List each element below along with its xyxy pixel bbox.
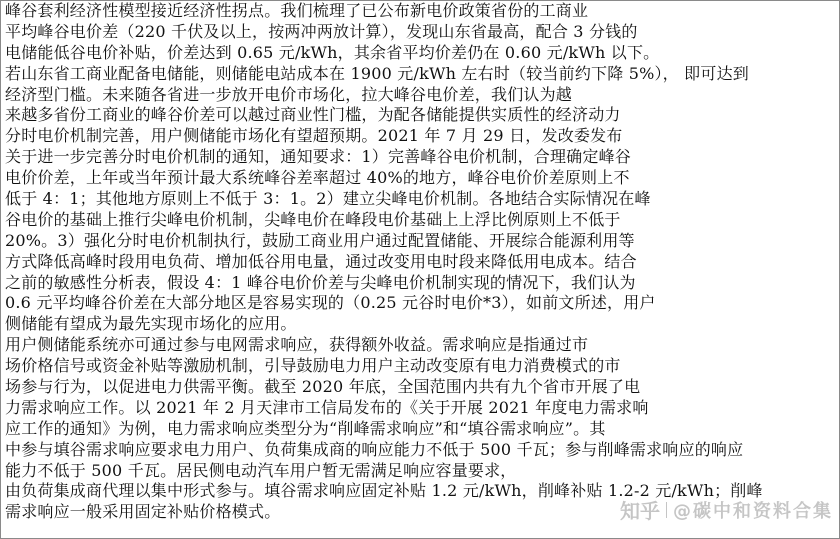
text-line: 峰谷套利经济性模型接近经济性拐点。我们梳理了已公布新电价政策省份的工商业 — [5, 1, 589, 20]
text-line: 分时电价机制完善，用户侧储能市场化有望超预期。2021 年 7 月 29 日，发改委发布 — [5, 126, 623, 146]
text-line: 电价价差，上年或当年预计最大系统峰谷差率超过 40%的地方，峰谷电价价差原则上不 — [5, 168, 630, 188]
text-line: 应工作的通知》为例，电力需求响应类型分为“削峰需求响应”和“填谷需求响应”。其 — [5, 418, 606, 438]
text-line: 方式降低高峰时段用电负荷、增加低谷用电量，通过改变用电时段来降低用电成本。结合 — [5, 251, 637, 271]
watermark-author: @碳中和资料合集 — [673, 500, 833, 522]
text-line: 之前的敏感性分析表，假设 4：1 峰谷电价价差与尖峰电价机制实现的情况下，我们认为 — [5, 272, 636, 292]
text-line: 经济型门槛。未来随各省进一步放开电价市场化，拉大峰谷电价差，我们认为越 — [5, 84, 573, 104]
text-line: 谷电价的基础上推行尖峰电价机制，尖峰电价在峰段电价基础上上浮比例原则上不低于 — [5, 209, 621, 229]
text-line: 力需求响应工作。以 2021 年 2 月天津市工信局发布的《关于开展 2021 年度电力需求响 — [5, 397, 649, 417]
text-line: 20%。3）强化分时电价机制执行，鼓励工商业用户通过配置储能、开展综合能源利用等 — [5, 230, 635, 250]
text-line: 能力不低于 500 千瓦。居民侧电动汽车用户暂无需满足响应容量要求， — [5, 460, 517, 480]
text-line: 场价格信号或资金补贴等激励机制，引导鼓励电力用户主动改变原有电力消费模式的市 — [5, 356, 621, 376]
text-line: 由负荷集成商代理以集中形式参与。填谷需求响应固定补贴 1.2 元/kWh，削峰补贴 1.2-2 元/kWh；削峰 — [5, 481, 763, 501]
text-line: 来越多省份工商业的峰谷价差可以越过商业性门槛，为配各储能提供实质性的经济动力 — [5, 105, 621, 125]
text-line: 用户侧储能系统亦可通过参与电网需求响应，获得额外收益。需求响应是指通过市 — [5, 335, 589, 355]
text-line: 关于进一步完善分时电价机制的通知，通知要求：1）完善峰谷电价机制，合理确定峰谷 — [5, 147, 631, 167]
document-text — [5, 1, 837, 523]
text-line: 场参与行为，以促进电力供需平衡。截至 2020 年底，全国范围内共有九个省市开展了电 — [5, 377, 641, 397]
text-line: 低于 4：1；其他地方原则上不低于 3：1。2）建立尖峰电价机制。各地结合实际情况在峰 — [5, 189, 651, 209]
text-line: 中参与填谷需求响应要求电力用户、负荷集成商的响应能力不低于 500 千瓦；参与削峰需求响应的响应 — [5, 439, 744, 459]
text-line: 需求响应一般采用固定补贴价格模式。 — [5, 502, 281, 522]
text-line: 0.6 元平均峰谷价差在大部分地区是容易实现的（0.25 元谷时电价*3），如前文所述，用户 — [5, 293, 656, 313]
text-line: 平均峰谷电价差（220 千伏及以上，按两冲两放计算），发现山东省最高，配合 3 分钱的 — [5, 21, 638, 41]
zhihu-logo: 知乎 — [620, 499, 660, 523]
text-line: 电储能低谷电价补贴，价差达到 0.65 元/kWh，其余省平均价差仍在 0.60 元/kWh 以下。 — [5, 42, 660, 62]
text-line: 若山东省工商业配备电储能，则储能电站成本在 1900 元/kWh 左右时（较当前约下降 5%）， 即可达到 — [5, 63, 749, 83]
text-line: 侧储能有望成为最先实现市场化的应用。 — [5, 314, 297, 334]
